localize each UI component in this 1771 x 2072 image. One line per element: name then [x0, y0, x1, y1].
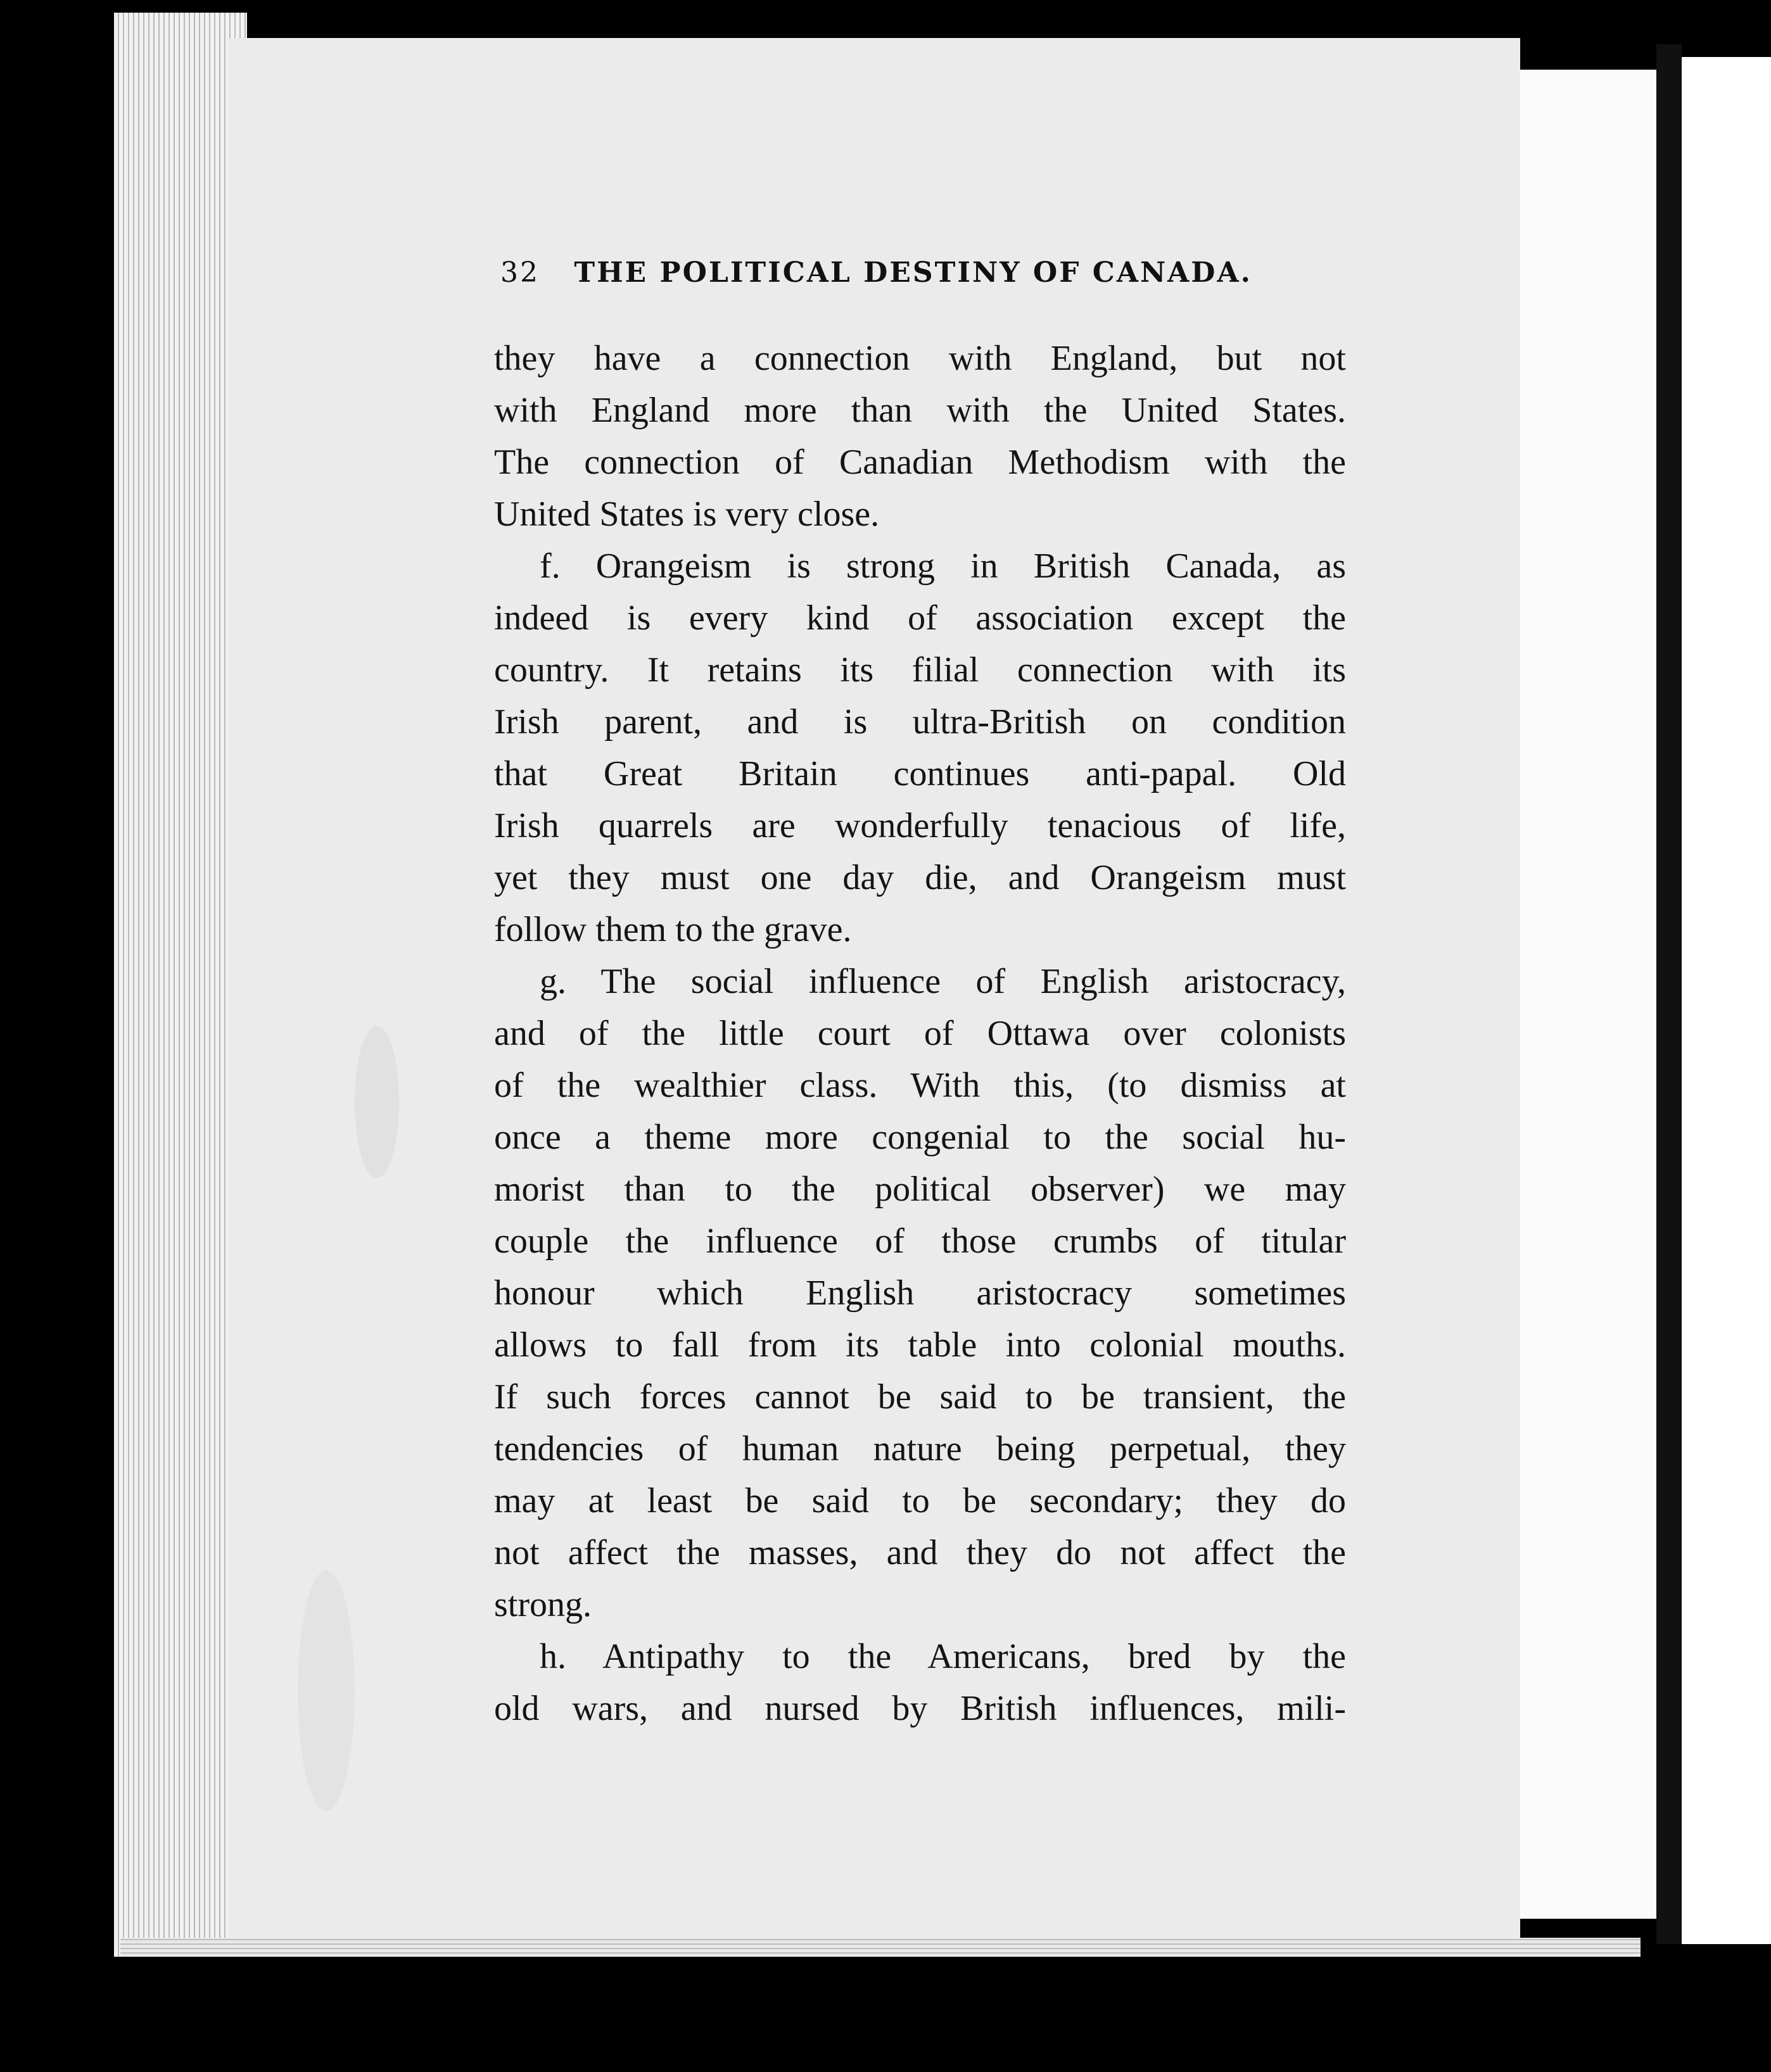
text-line: morist than to the political observer) we may: [494, 1170, 1346, 1209]
paragraph-h-start: h. Antipathy to the Americans, bred by the: [540, 1637, 1346, 1676]
running-head: [500, 256, 1324, 289]
text-line: they have a connection with England, but not: [494, 339, 1346, 378]
paper-spot: [355, 1026, 399, 1178]
text-line: couple the influence of those crumbs of titular: [494, 1222, 1346, 1261]
text-line: United States is very close.: [494, 495, 880, 534]
text-line: indeed is every kind of association except the: [494, 598, 1346, 638]
text-line: The connection of Canadian Methodism with the: [494, 443, 1346, 482]
text-line: that Great Britain continues anti-papal. Old: [494, 754, 1346, 793]
running-title: THE POLITICAL DESTINY OF CANADA.: [574, 256, 1252, 289]
book-bottom-edge: [120, 1938, 1641, 1957]
text-line: of the wealthier class. With this, (to dismiss at: [494, 1066, 1346, 1105]
page-number: 32: [500, 256, 540, 289]
book-page-edges: [114, 13, 247, 1957]
text-line: allows to fall from its table into colonial mouths.: [494, 1325, 1346, 1365]
paper-spot: [298, 1570, 355, 1811]
text-line: Irish quarrels are wonderfully tenacious of life,: [494, 806, 1346, 845]
text-line: once a theme more congenial to the social hu-: [494, 1118, 1346, 1157]
page-right-margin: [1520, 70, 1656, 1919]
text-line: tendencies of human nature being perpetual, they: [494, 1429, 1346, 1469]
paragraph-g-start: g. The social influence of English aristocracy,: [540, 962, 1346, 1001]
text-line: strong.: [494, 1585, 592, 1624]
text-line: may at least be said to be secondary; they do: [494, 1481, 1346, 1520]
text-line: old wars, and nursed by British influences, mili-: [494, 1689, 1346, 1728]
facing-page-edge: [1682, 57, 1771, 1944]
text-line: Irish parent, and is ultra-British on condition: [494, 702, 1346, 742]
text-line: country. It retains its filial connection with its: [494, 650, 1346, 690]
text-line: yet they must one day die, and Orangeism must: [494, 858, 1346, 897]
text-line: and of the little court of Ottawa over colonists: [494, 1014, 1346, 1053]
text-line: follow them to the grave.: [494, 910, 852, 949]
body-text: [494, 332, 1346, 1734]
paragraph-f-start: f. Orangeism is strong in British Canada, as: [540, 546, 1346, 586]
text-line: honour which English aristocracy sometimes: [494, 1273, 1346, 1313]
text-line: If such forces cannot be said to be transient, the: [494, 1377, 1346, 1417]
text-line: with England more than with the United States.: [494, 391, 1346, 430]
book-gutter: [1656, 44, 1682, 1944]
text-line: not affect the masses, and they do not affect the: [494, 1533, 1346, 1572]
